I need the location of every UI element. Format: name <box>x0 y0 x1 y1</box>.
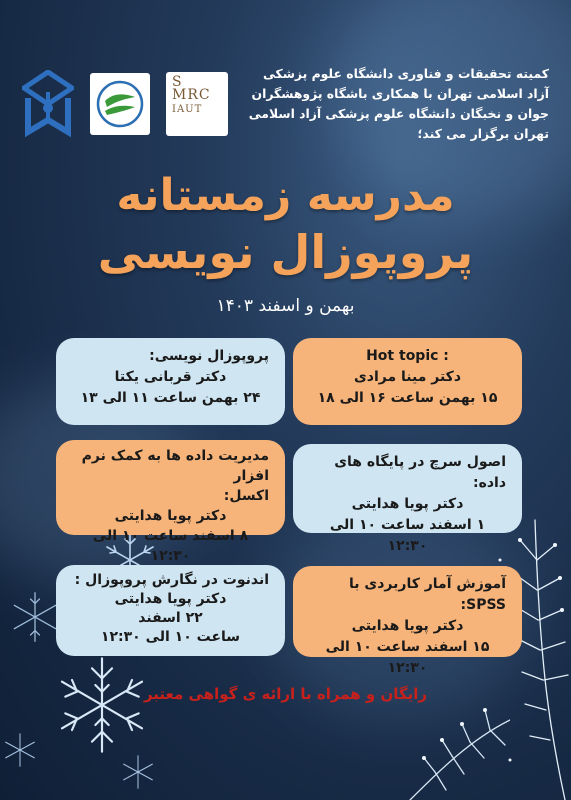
snowy-branch-decoration <box>400 700 510 800</box>
session-speaker: دکتر قربانی یکتا <box>114 369 227 385</box>
title-line-1: مدرسه زمستانه <box>116 170 455 221</box>
session-time: ۱۵ اسفند ساعت ۱۰ الی ۱۲:۳۰ <box>325 639 490 676</box>
session-speaker: دکتر پویا هدایتی <box>114 508 227 524</box>
session-time: ۱ اسفند ساعت ۱۰ الی ۱۲:۳۰ <box>329 517 486 554</box>
session-speaker: دکتر پویا هدایتی <box>114 591 227 607</box>
session-speaker: دکتر پویا هدایتی <box>351 618 464 634</box>
snowflake-icon <box>0 730 40 770</box>
session-topic: آموزش آمار کاربردی با SPSS: <box>349 576 506 613</box>
session-time: ۱۵ بهمن ساعت ۱۶ الی ۱۸ <box>317 390 498 406</box>
snowflake-icon <box>8 590 62 644</box>
session-time: ۲۴ بهمن ساعت ۱۱ الی ۱۳ <box>80 390 261 406</box>
snowflake-icon <box>118 752 158 792</box>
azad-university-logo-icon <box>22 70 74 138</box>
session-topic: اندنوت در نگارش پروپوزال : <box>74 572 269 588</box>
intro-line: جوان و نخبگان دانشگاه علوم پزشکی آزاد اسلامی <box>248 106 549 121</box>
mrc-logo <box>166 72 228 136</box>
session-card-excel <box>56 440 285 564</box>
intro-line: آزاد اسلامی تهران با همکاری باشگاه پژوهشگران <box>251 86 549 101</box>
mrc-iaut-text: IAUT <box>172 104 203 115</box>
leaf-emblem-icon <box>95 79 145 129</box>
session-card-search <box>293 444 522 554</box>
session-speaker: دکتر مینا مرادی <box>353 369 462 385</box>
intro-line: تهران برگزار می کند؛ <box>417 126 549 141</box>
session-topic: Hot topic : <box>366 348 449 364</box>
logo-row <box>22 70 228 138</box>
session-card-endnote <box>56 565 285 656</box>
session-time: ۸ اسفند ساعت ۱۰ الی ۱۲:۳۰ <box>92 528 249 564</box>
session-topic: اصول سرچ در پایگاه های داده: <box>334 454 506 491</box>
footer-certificate-note: رایگان و همراه با ارائه ی گواهی معتبر <box>143 685 428 703</box>
mrc-text: MRC <box>172 87 211 103</box>
title-line-2: پروپوزال نویسی <box>97 225 474 279</box>
session-topic-continued: اکسل: <box>223 488 269 504</box>
snowflake-icon <box>52 655 152 755</box>
session-time: ساعت ۱۰ الی ۱۲:۳۰ <box>100 629 241 645</box>
session-topic: مدیریت داده ها به کمک نرم افزار <box>81 448 269 484</box>
intro-line: کمیته تحقیقات و فناوری دانشگاه علوم پزشکی <box>262 66 549 81</box>
session-speaker: دکتر پویا هدایتی <box>351 496 464 512</box>
session-date: ۲۲ اسفند <box>138 610 203 626</box>
session-card-spss <box>293 566 522 676</box>
organizer-intro <box>239 64 549 144</box>
session-card-proposal <box>56 338 285 425</box>
date-line: بهمن و اسفند ۱۴۰۳ <box>216 296 355 316</box>
session-card-hot-topic <box>293 338 522 425</box>
mrc-s-letter: S <box>172 74 183 90</box>
research-club-logo <box>90 73 150 135</box>
session-topic: پروپوزال نویسی: <box>149 348 269 364</box>
